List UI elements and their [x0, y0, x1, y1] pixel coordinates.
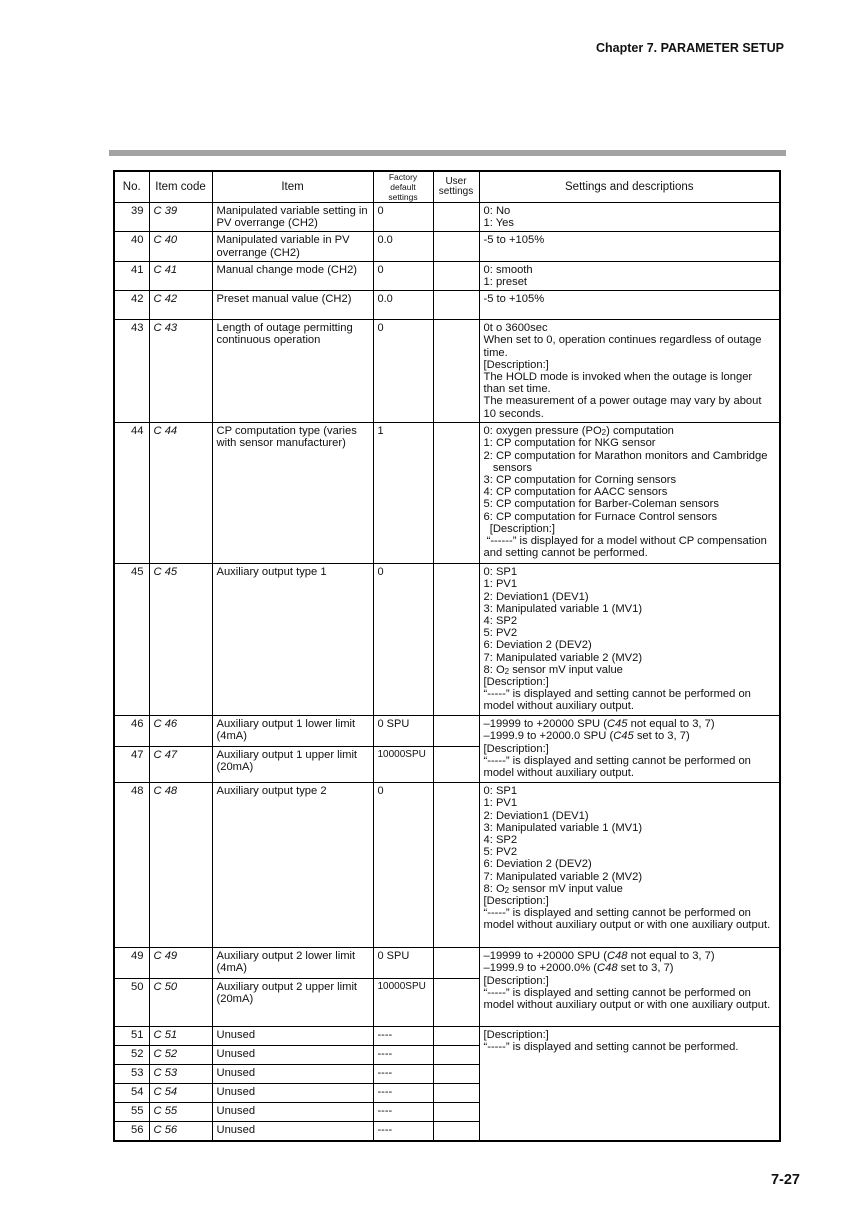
desc-line: 2: CP computation for Marathon monitors and Cambridge [483, 449, 768, 462]
header-rule [109, 150, 786, 156]
desc-line: [Description:] [483, 895, 549, 908]
row-desc [479, 291, 780, 320]
row-code: C 47 [149, 747, 212, 783]
row-code: C 55 [149, 1103, 212, 1122]
row-user [433, 783, 479, 948]
row-no: 53 [114, 1065, 149, 1084]
table-row [114, 716, 780, 747]
row-user [433, 261, 479, 290]
desc-line: “-----” is displayed and setting cannot be performed on model without auxiliary output. [483, 754, 754, 780]
row-item: Unused [212, 1103, 373, 1122]
desc-line: “-----” is displayed and setting cannot be performed on model without auxiliary output or with one auxiliary output. [483, 907, 771, 932]
desc-line: 0: SP1 [483, 566, 518, 579]
row-no: 45 [114, 564, 149, 716]
row-no: 46 [114, 716, 149, 747]
row-user [433, 320, 479, 423]
desc-line: and setting cannot be performed. [483, 547, 648, 560]
table-row [114, 203, 780, 232]
table-row [114, 948, 780, 979]
desc-line: 4: SP2 [483, 615, 518, 628]
row-desc [479, 783, 780, 948]
row-factory: 1 [373, 423, 433, 564]
desc-line: –1999.9 to +2000.0 SPU (C45 set to 3, 7) [483, 730, 690, 743]
row-code: C 45 [149, 564, 212, 716]
desc-line: “-----” is displayed and setting cannot be performed on model without auxiliary output or with one auxiliary output. [483, 986, 771, 1012]
row-factory: 0.0 [373, 291, 433, 320]
row-desc [479, 564, 780, 716]
row-desc [479, 232, 780, 261]
header-settings: Settings and descriptions [479, 171, 780, 203]
row-item: Unused [212, 1084, 373, 1103]
desc-line: [Description:] [483, 676, 549, 689]
desc-line: “-----” is displayed and setting cannot be performed. [483, 1041, 739, 1054]
desc-line: [Description:] [483, 522, 556, 535]
row-item: Unused [212, 1065, 373, 1084]
row-no: 49 [114, 948, 149, 979]
desc-line: 0t o 3600sec [483, 322, 548, 335]
row-item: Auxiliary output type 1 [212, 564, 373, 716]
desc-line: 4: CP computation for AACC sensors [483, 486, 668, 499]
row-item: Unused [212, 1027, 373, 1046]
row-desc [479, 1027, 780, 1141]
chapter-title: Chapter 7. PARAMETER SETUP [596, 41, 784, 55]
desc-line: 2: Deviation1 (DEV1) [483, 809, 589, 822]
row-user [433, 1084, 479, 1103]
row-code: C 54 [149, 1084, 212, 1103]
row-item: Manual change mode (CH2) [212, 261, 373, 290]
row-code: C 40 [149, 232, 212, 261]
row-factory: 0 [373, 261, 433, 290]
desc-line: 1: CP computation for NKG sensor [483, 437, 656, 450]
row-code: C 48 [149, 783, 212, 948]
row-code: C 46 [149, 716, 212, 747]
row-item: Preset manual value (CH2) [212, 291, 373, 320]
row-factory: 0 [373, 564, 433, 716]
row-factory: ---- [373, 1084, 433, 1103]
desc-line: 1: PV1 [483, 578, 518, 591]
row-factory: 0 [373, 320, 433, 423]
desc-line: 7: Manipulated variable 2 (MV2) [483, 870, 643, 883]
desc-line: –1999.9 to +2000.0% (C48 set to 3, 7) [483, 962, 674, 975]
row-code: C 44 [149, 423, 212, 564]
desc-line: 6: Deviation 2 (DEV2) [483, 639, 592, 652]
desc-line: [Description:] [483, 974, 549, 987]
row-factory: 0 [373, 783, 433, 948]
desc-line: 0: No [483, 205, 511, 217]
row-user [433, 423, 479, 564]
desc-line: 8: $O_2$ sensor mV input value [483, 882, 623, 895]
desc-line: 1: Yes [483, 217, 514, 230]
desc-line: 0: SP1 [483, 785, 518, 798]
desc-line: “-----” is displayed and setting cannot be performed on model without auxiliary output. [483, 688, 754, 713]
desc-line: 1: PV1 [483, 797, 518, 810]
desc-line: [Description:] [483, 1029, 549, 1042]
row-factory: ---- [373, 1103, 433, 1122]
row-code: C 42 [149, 291, 212, 320]
row-no: 54 [114, 1084, 149, 1103]
row-user [433, 203, 479, 232]
row-code: C 50 [149, 979, 212, 1027]
row-factory: 0 SPU [373, 716, 433, 747]
row-code: C 52 [149, 1046, 212, 1065]
row-no: 42 [114, 291, 149, 320]
row-user [433, 564, 479, 716]
table-row [114, 564, 780, 716]
header-item-code: Item code [149, 171, 212, 203]
row-user [433, 291, 479, 320]
row-code: C 39 [149, 203, 212, 232]
row-desc [479, 716, 780, 783]
row-no: 40 [114, 232, 149, 261]
row-desc [479, 320, 780, 423]
row-factory: ---- [373, 1046, 433, 1065]
row-no: 55 [114, 1103, 149, 1122]
desc-line: 0: smooth [483, 263, 533, 276]
row-no: 51 [114, 1027, 149, 1046]
row-factory: ---- [373, 1065, 433, 1084]
row-factory: 10000SPU [373, 979, 433, 1027]
row-code: C 49 [149, 948, 212, 979]
header-no: No. [114, 171, 149, 203]
row-item: Manipulated variable setting in PV overrange (CH2) [212, 203, 373, 232]
table-row [114, 232, 780, 261]
row-user [433, 1065, 479, 1084]
row-code: C 43 [149, 320, 212, 423]
header-item: Item [212, 171, 373, 203]
table-row [114, 423, 780, 564]
desc-line: 2: Deviation1 (DEV1) [483, 590, 589, 603]
row-factory: ---- [373, 1027, 433, 1046]
desc-line: 3: Manipulated variable 1 (MV1) [483, 821, 643, 834]
desc-line: –19999 to +20000 SPU (C48 not equal to 3, 7) [483, 950, 715, 963]
desc-line: -5 to +105% [483, 234, 545, 247]
row-desc [479, 203, 780, 232]
table-row [114, 291, 780, 320]
page-number: 7-27 [770, 1172, 800, 1188]
row-item: Auxiliary output 2 upper limit (20mA) [212, 979, 373, 1027]
header-factory-default: Factory default settings [373, 171, 433, 203]
row-factory: 0 SPU [373, 948, 433, 979]
row-item: Unused [212, 1046, 373, 1065]
desc-line: 0: oxygen pressure $(PO_2)$ computation [483, 425, 674, 438]
row-item: Auxiliary output 1 lower limit (4mA) [212, 716, 373, 747]
row-desc [479, 948, 780, 1027]
table-row [114, 1027, 780, 1046]
desc-line: When set to 0, operation continues regardless of outage time. [483, 334, 765, 359]
row-item: Auxiliary output 2 lower limit (4mA) [212, 948, 373, 979]
row-desc [479, 261, 780, 290]
row-no: 39 [114, 203, 149, 232]
row-code: C 41 [149, 261, 212, 290]
row-no: 43 [114, 320, 149, 423]
desc-line: The HOLD mode is invoked when the outage is longer than set time. [483, 371, 756, 396]
row-code: C 51 [149, 1027, 212, 1046]
desc-line: 5: PV2 [483, 627, 518, 640]
desc-line: The measurement of a power outage may vary by about 10 seconds. [483, 395, 765, 420]
row-item: Auxiliary output type 2 [212, 783, 373, 948]
desc-line: [Description:] [483, 742, 549, 755]
row-factory: 0 [373, 203, 433, 232]
table-row [114, 320, 780, 423]
row-desc [479, 423, 780, 564]
desc-line: 3: Manipulated variable 1 (MV1) [483, 602, 643, 615]
row-item: Auxiliary output 1 upper limit (20mA) [212, 747, 373, 783]
parameter-table [113, 170, 781, 1142]
row-code: C 56 [149, 1122, 212, 1141]
desc-line: 4: SP2 [483, 834, 518, 847]
table-row [114, 261, 780, 290]
desc-line: sensors [483, 461, 533, 474]
row-no: 50 [114, 979, 149, 1027]
table-row [114, 783, 780, 948]
desc-line: “------” is displayed for a model without CP compensation [483, 535, 767, 548]
desc-line: 3: CP computation for Corning sensors [483, 474, 677, 487]
desc-line: 5: CP computation for Barber-Coleman sensors [483, 498, 719, 511]
row-item: Length of outage permitting continuous operation [212, 320, 373, 423]
row-factory: ---- [373, 1122, 433, 1141]
row-factory: 0.0 [373, 232, 433, 261]
row-no: 44 [114, 423, 149, 564]
desc-line: -5 to +105% [483, 293, 545, 306]
row-user [433, 716, 479, 747]
row-no: 56 [114, 1122, 149, 1141]
row-user [433, 747, 479, 783]
desc-line: 7: Manipulated variable 2 (MV2) [483, 651, 643, 664]
desc-line: 5: PV2 [483, 846, 518, 859]
row-no: 47 [114, 747, 149, 783]
row-item: CP computation type (varies with sensor manufacturer) [212, 423, 373, 564]
row-user [433, 948, 479, 979]
row-user [433, 232, 479, 261]
desc-line: [Description:] [483, 358, 549, 371]
row-user [433, 1103, 479, 1122]
row-user [433, 979, 479, 1027]
row-code: C 53 [149, 1065, 212, 1084]
header-user-settings: User settings [433, 171, 479, 203]
desc-line: 6: CP computation for Furnace Control sensors [483, 510, 718, 523]
row-user [433, 1027, 479, 1046]
row-user [433, 1046, 479, 1065]
row-item: Manipulated variable in PV overrange (CH2) [212, 232, 373, 261]
row-no: 41 [114, 261, 149, 290]
desc-line: 6: Deviation 2 (DEV2) [483, 858, 592, 871]
row-user [433, 1122, 479, 1141]
desc-line: 1: preset [483, 276, 528, 289]
desc-line: –19999 to +20000 SPU (C45 not equal to 3, 7) [483, 718, 715, 731]
desc-line: 8: $O_2$ sensor mV input value [483, 663, 623, 676]
table-header-row [114, 171, 780, 203]
row-no: 48 [114, 783, 149, 948]
row-no: 52 [114, 1046, 149, 1065]
row-factory: 10000SPU [373, 747, 433, 783]
row-item: Unused [212, 1122, 373, 1141]
